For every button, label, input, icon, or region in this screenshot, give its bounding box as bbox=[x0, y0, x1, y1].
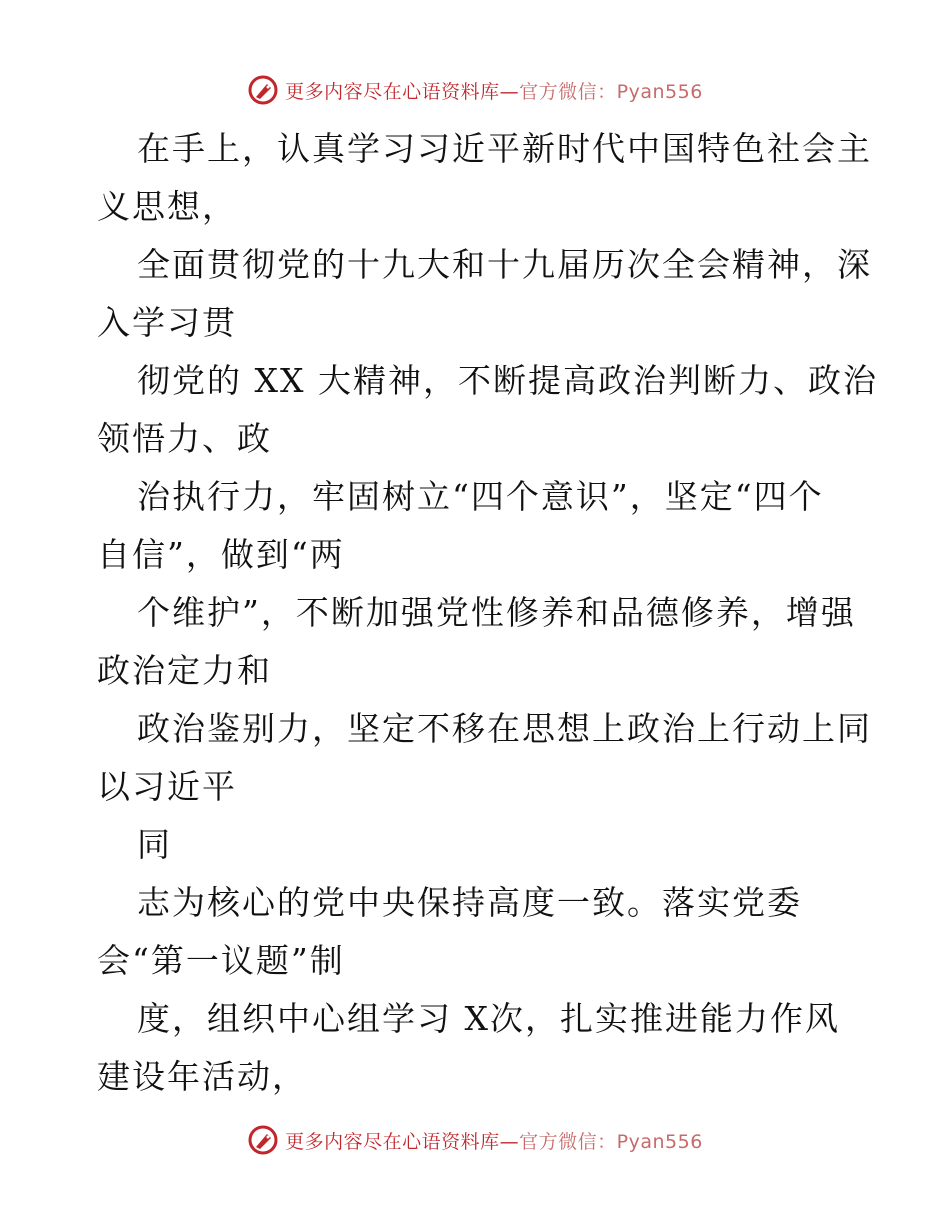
text-line: 在手上，认真学习习近平新时代中国特色社会主 bbox=[137, 129, 872, 168]
text-line: 度，组织中心组学习 X次，扎实推进能力作风 bbox=[137, 999, 840, 1038]
text-line: 志为核心的党中央保持高度一致。落实党委 bbox=[137, 883, 802, 922]
text-line: 全面贯彻党的十九大和十九届历次全会精神，深 bbox=[137, 245, 872, 284]
header-banner-title: 更多内容尽在心语资料库— bbox=[285, 80, 520, 103]
text-line: 入学习贯 bbox=[97, 303, 237, 342]
footer-banner-title: 更多内容尽在心语资料库— bbox=[285, 1130, 520, 1153]
text-line: 自信”，做到“两 bbox=[97, 535, 345, 574]
text-line: 会“第一议题”制 bbox=[97, 941, 345, 980]
text-line: 同 bbox=[137, 825, 172, 864]
text-line: 建设年活动， bbox=[97, 1057, 307, 1096]
footer-banner bbox=[0, 1122, 950, 1158]
header-banner-text bbox=[285, 77, 703, 104]
text-line: 领悟力、政 bbox=[97, 419, 272, 458]
text-line: 政治定力和 bbox=[97, 651, 272, 690]
text-line: 治执行力，牢固树立“四个意识”，坚定“四个 bbox=[137, 477, 824, 516]
footer-banner-text bbox=[285, 1127, 703, 1154]
pen-nib-logo-icon bbox=[247, 74, 279, 106]
header-banner-contact: 官方微信：Pyan556 bbox=[519, 80, 703, 103]
text-line: 个维护”，不断加强党性修养和品德修养，增强 bbox=[137, 593, 856, 632]
footer-banner-contact: 官方微信：Pyan556 bbox=[519, 1130, 703, 1153]
document-body bbox=[97, 120, 878, 1106]
header-banner bbox=[0, 72, 950, 108]
text-line: 以习近平 bbox=[97, 767, 237, 806]
text-line: 彻党的 XX 大精神，不断提高政治判断力、政治 bbox=[137, 361, 878, 400]
text-line: 政治鉴别力，坚定不移在思想上政治上行动上同 bbox=[137, 709, 872, 748]
pen-nib-logo-icon bbox=[247, 1124, 279, 1156]
text-line: 义思想， bbox=[97, 187, 237, 226]
